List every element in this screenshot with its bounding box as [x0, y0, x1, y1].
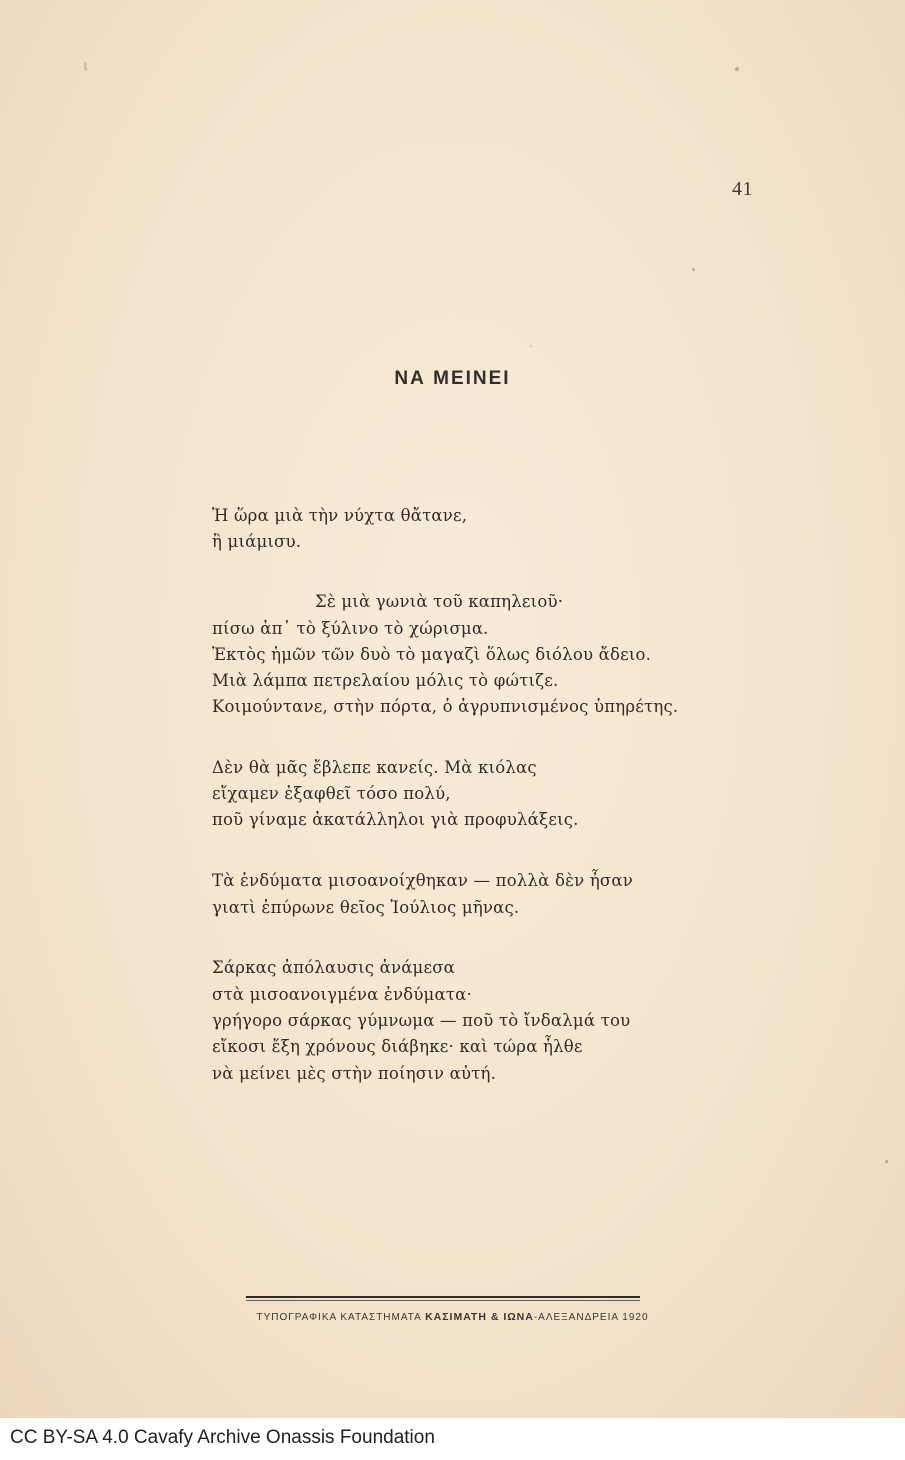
paper-speck: [692, 268, 695, 271]
poem-line: Σάρκας ἀπόλαυσις ἀνάμεσα: [212, 958, 456, 977]
paper-speck: [84, 62, 87, 71]
poem-line: ἢ μιάμισυ.: [212, 532, 302, 551]
poem-line: Δὲν θὰ μᾶς ἔβλεπε κανείς. Μὰ κιόλας: [212, 758, 537, 777]
printer-imprint: [0, 1311, 905, 1323]
poem-line: Ἡ ὥρα μιὰ τὴν νύχτα θἄτανε,: [212, 506, 468, 525]
poem-line: γρήγορο σάρκας γύμνωμα — ποῦ τὸ ἴνδαλμά του: [212, 1011, 631, 1030]
poem-title: ΝΑ ΜΕΙΝΕΙ: [394, 368, 511, 389]
poem-line: εἴκοσι ἔξη χρόνους διάβηκε· καὶ τώρα ἦλθε: [212, 1037, 583, 1056]
license-credit: CC BY-SA 4.0 Cavafy Archive Onassis Foundation: [10, 1427, 435, 1448]
poem-line: ποῦ γίναμε ἀκατάλληλοι γιὰ προφυλάξεις.: [212, 810, 579, 829]
poem-line: στὰ μισοανοιγμένα ἐνδύματα·: [212, 985, 472, 1004]
footer-rule: [246, 1296, 640, 1298]
footer-rule-thin: [246, 1300, 640, 1301]
printer-suffix: -ΑΛΕΞΑΝΔΡΕΙΑ 1920: [533, 1312, 649, 1323]
poem-line: Κοιμούντανε, στὴν πόρτα, ὁ ἀγρυπνισμένος ὑπηρέτης.: [212, 697, 679, 716]
poem-line: γιατὶ ἐπύρωνε θεῖος Ἰούλιος μῆνας.: [212, 898, 520, 917]
printer-prefix: ΤΥΠΟΓΡΑΦΙΚΑ ΚΑΤΑΣΤΗΜΑΤΑ: [256, 1312, 422, 1323]
poem-line: νὰ μείνει μὲς στὴν ποίησιν αὐτή.: [212, 1064, 497, 1083]
paper-speck: [885, 1160, 888, 1163]
poem-line: Σὲ μιὰ γωνιὰ τοῦ καπηλειοῦ·: [315, 592, 564, 611]
poem-line: Τὰ ἐνδύματα μισοανοίχθηκαν — πολλὰ δὲν ἦσαν: [212, 871, 633, 890]
poem-line: Μιὰ λάμπα πετρελαίου μόλις τὸ φώτιζε.: [212, 671, 559, 690]
printer-name: ΚΑΣΙΜΑΤΗ & ΙΩΝΑ: [425, 1311, 534, 1323]
paper-speck: [735, 67, 739, 71]
poem-line: πίσω ἀπ᾽ τὸ ξύλινο τὸ χώρισμα.: [212, 619, 489, 638]
page-number: 41: [732, 178, 753, 200]
paper-speck: [530, 345, 532, 347]
poem-line: εἴχαμεν ἐξαφθεῖ τόσο πολύ,: [212, 784, 451, 803]
poem-line: Ἐκτὸς ἡμῶν τῶν δυὸ τὸ μαγαζὶ ὅλως διόλου ἄδειο.: [212, 645, 652, 664]
